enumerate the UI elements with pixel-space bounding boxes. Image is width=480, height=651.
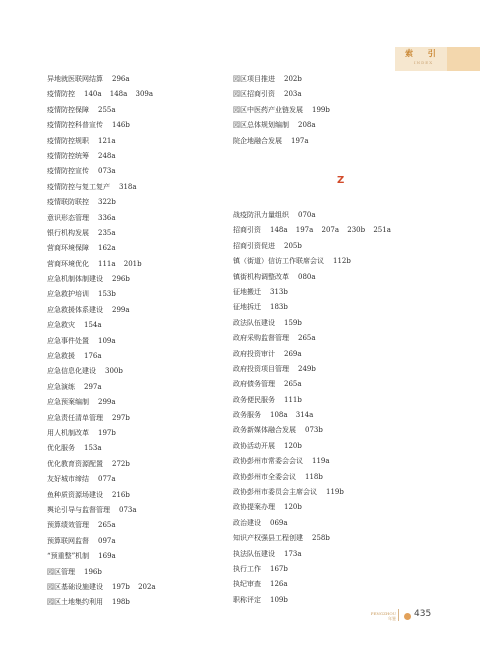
index-pages: 300b — [105, 367, 123, 376]
index-entry — [47, 287, 227, 302]
index-term: 应急机制体制建设 — [47, 275, 103, 284]
footer-divider — [398, 609, 399, 621]
index-term: 园区土地集约利用 — [47, 598, 103, 607]
index-pages: 140a 148a 309a — [84, 90, 154, 99]
index-pages: 153b — [98, 290, 116, 299]
index-entry — [47, 595, 227, 610]
index-term: 预算联网监督 — [47, 536, 89, 545]
index-term: 疫情防控保障 — [47, 105, 89, 114]
index-term: 舆论引导与监督管理 — [47, 505, 110, 514]
index-pages: 080a — [298, 272, 316, 281]
index-pages: 167b — [270, 564, 288, 573]
footer-line-1: PENGZHOU — [370, 611, 396, 616]
index-term: 友好城市缔结 — [47, 475, 89, 484]
index-pages: 120b — [284, 441, 302, 450]
index-entry — [233, 485, 453, 500]
index-term: 政府采购监督管理 — [233, 334, 289, 343]
index-term: 政府债务管理 — [233, 380, 275, 389]
index-entry — [47, 211, 227, 226]
index-pages: 202b — [284, 75, 302, 83]
index-term: 政府投资审计 — [233, 349, 275, 358]
index-pages: 208a — [298, 121, 316, 130]
index-entry — [47, 518, 227, 533]
index-term: 银行机构发展 — [47, 228, 89, 237]
index-term: 知识产权强县工程创建 — [233, 534, 303, 543]
index-entry — [233, 377, 453, 392]
index-term: 园区招商引资 — [233, 90, 275, 99]
index-term: 应急救援体系建设 — [47, 305, 103, 314]
index-entry — [233, 331, 453, 346]
index-entry — [47, 549, 227, 564]
index-pages: 299a — [112, 305, 130, 314]
index-pages: 162a — [98, 244, 116, 253]
index-entry — [233, 393, 453, 408]
index-term: 政协彭州市委员会主席会议 — [233, 488, 317, 497]
index-entry — [233, 254, 453, 269]
index-entry — [233, 547, 453, 562]
index-entry — [233, 562, 453, 577]
index-pages: 111b — [284, 395, 302, 404]
index-pages: 313b — [270, 287, 288, 296]
index-pages: 121a — [98, 136, 116, 145]
index-term: 征地拆迁 — [233, 303, 261, 312]
index-entry — [233, 87, 453, 102]
index-pages: 299a — [98, 398, 116, 407]
index-entry — [233, 470, 453, 485]
index-entry — [233, 500, 453, 515]
footer-dot-icon — [404, 613, 411, 620]
index-pages: 154a — [84, 321, 102, 330]
index-term: 执行工作 — [233, 564, 261, 573]
index-term: 应急救援 — [47, 352, 75, 361]
index-entry — [47, 303, 227, 318]
index-pages: 070a — [298, 211, 316, 219]
header-tab — [447, 47, 480, 71]
index-entry — [233, 223, 453, 238]
index-term: 镇（街道）信访工作联席会议 — [233, 257, 324, 266]
index-entry — [233, 208, 453, 223]
index-entry — [47, 164, 227, 179]
section-subtitle: INDEX — [414, 60, 434, 65]
index-entry — [47, 241, 227, 256]
section-letter-heading: Z — [337, 175, 345, 186]
index-pages: 073a — [119, 505, 137, 514]
index-pages: 296b — [112, 275, 130, 284]
index-entry — [233, 316, 453, 331]
index-pages: 216b — [112, 490, 130, 499]
index-pages: 119b — [326, 488, 344, 497]
index-entry — [233, 347, 453, 362]
index-entry — [47, 565, 227, 580]
index-pages: 196b — [84, 567, 102, 576]
index-term: 优化教育资源配置 — [47, 459, 103, 468]
index-entry — [47, 441, 227, 456]
index-pages: 255a — [98, 105, 116, 114]
footer-branding — [350, 611, 396, 621]
index-pages: 265a — [284, 380, 302, 389]
index-pages: 077a — [98, 475, 116, 484]
index-entry — [47, 272, 227, 287]
index-term: 政务服务 — [233, 411, 261, 420]
index-entry — [47, 195, 227, 210]
index-term: 应急事件处置 — [47, 336, 89, 345]
index-term: 招商引资促进 — [233, 241, 275, 250]
index-entry — [47, 149, 227, 164]
index-pages: 336a — [98, 213, 116, 222]
index-entry — [233, 454, 453, 469]
index-term: 疫情防控规职 — [47, 136, 89, 145]
index-entry — [47, 257, 227, 272]
index-term: 政府投资项目管理 — [233, 364, 289, 373]
index-pages: 258b — [312, 534, 330, 543]
index-entry — [233, 516, 453, 531]
index-pages: 248a — [98, 151, 116, 160]
index-entry — [233, 577, 453, 592]
index-term: 疫情防控宣传 — [47, 167, 89, 176]
index-pages: 272b — [112, 459, 130, 468]
index-term: 园区基础设施建设 — [47, 582, 103, 591]
index-pages: 197a — [291, 136, 309, 145]
index-pages: 146b — [112, 121, 130, 130]
index-pages: 297a — [84, 382, 102, 391]
index-pages: 111a 201b — [98, 259, 142, 268]
index-entry — [233, 531, 453, 546]
index-entry — [233, 300, 453, 315]
index-column-left — [47, 72, 227, 611]
index-pages: 265a — [98, 521, 116, 530]
index-term: 战疫防汛力量组织 — [233, 211, 289, 219]
index-entry — [233, 408, 453, 423]
index-entry — [233, 103, 453, 118]
index-entry — [47, 534, 227, 549]
index-entry — [47, 103, 227, 118]
index-pages: 203a — [284, 90, 302, 99]
index-entry — [47, 318, 227, 333]
index-pages: 159b — [284, 318, 302, 327]
index-term: 疫情防控 — [47, 90, 75, 99]
index-entry — [233, 270, 453, 285]
index-term: 营商环境保障 — [47, 244, 89, 253]
index-term: 应急演练 — [47, 382, 75, 391]
index-term: 政协提案办理 — [233, 503, 275, 512]
index-term: 异地就医联网结算 — [47, 75, 103, 83]
index-entry — [47, 457, 227, 472]
index-pages: 119a — [312, 457, 330, 466]
index-term: 政协活动开展 — [233, 441, 275, 450]
footer-line-2: 年鉴 — [388, 616, 396, 621]
index-term: 意识形态管理 — [47, 213, 89, 222]
index-term: 应急救灾 — [47, 321, 75, 330]
index-pages: 173a — [284, 549, 302, 558]
index-term: 执法队伍建设 — [233, 549, 275, 558]
index-entry — [47, 472, 227, 487]
index-pages: 126a — [270, 580, 288, 589]
index-column-right-lower — [233, 208, 453, 608]
index-pages: 183b — [270, 303, 288, 312]
index-pages: 069a — [270, 518, 288, 527]
index-pages: 112b — [333, 257, 351, 266]
index-pages: 109b — [270, 595, 288, 604]
index-pages: 265a — [298, 334, 316, 343]
section-title: 索 引 — [405, 48, 442, 58]
index-term: 园区中医药产业链发展 — [233, 105, 303, 114]
index-term: 政务新媒体融合发展 — [233, 426, 296, 435]
index-entry — [47, 180, 227, 195]
index-entry — [233, 134, 453, 149]
index-pages: 199b — [312, 105, 330, 114]
index-pages: 073b — [305, 426, 323, 435]
index-entry — [47, 380, 227, 395]
index-entry — [233, 423, 453, 438]
index-entry — [233, 118, 453, 133]
index-term: 园区管理 — [47, 567, 75, 576]
index-entry — [47, 118, 227, 133]
index-pages: 269a — [284, 349, 302, 358]
index-pages: 153a — [84, 444, 102, 453]
index-term: 疫情联防联控 — [47, 198, 89, 207]
index-entry — [233, 285, 453, 300]
index-pages: 097a — [98, 536, 116, 545]
index-entry — [47, 349, 227, 364]
index-term: 院企地融合发展 — [233, 136, 282, 145]
index-entry — [47, 503, 227, 518]
index-pages: 176a — [84, 352, 102, 361]
index-entry — [47, 395, 227, 410]
index-entry — [233, 593, 453, 608]
index-pages: 148a 197a 207a 230b 251a — [270, 226, 391, 235]
index-term: 园区项目推进 — [233, 75, 275, 83]
index-term: 政协彭州市全委会议 — [233, 472, 296, 481]
index-entry — [47, 87, 227, 102]
index-entry — [47, 364, 227, 379]
index-entry — [47, 226, 227, 241]
index-pages: 197b — [98, 428, 116, 437]
index-term: “预重整”机制 — [47, 552, 90, 561]
index-term: 优化服务 — [47, 444, 75, 453]
index-term: 政务便民服务 — [233, 395, 275, 404]
index-entry — [47, 488, 227, 503]
index-term: 招商引资 — [233, 226, 261, 235]
index-term: 政协彭州市常委会会议 — [233, 457, 303, 466]
index-term: 应急救护培训 — [47, 290, 89, 299]
index-entry — [47, 426, 227, 441]
index-pages: 169a — [98, 552, 116, 561]
index-pages: 197b 202a — [112, 582, 156, 591]
index-term: 职称评定 — [233, 595, 261, 604]
index-entry — [47, 134, 227, 149]
index-entry — [233, 439, 453, 454]
index-pages: 296a — [112, 75, 130, 83]
index-term: 疫情防控统筹 — [47, 151, 89, 160]
index-term: 用人机制改革 — [47, 428, 89, 437]
index-pages: 318a — [119, 182, 137, 191]
index-entry — [47, 72, 227, 87]
index-entry — [233, 362, 453, 377]
index-term: 疫情防控科普宣传 — [47, 121, 103, 130]
index-pages: 322b — [98, 198, 116, 207]
index-pages: 120b — [284, 503, 302, 512]
index-pages: 249b — [298, 364, 316, 373]
index-term: 应急预案编制 — [47, 398, 89, 407]
index-entry — [47, 411, 227, 426]
index-term: 征地搬迁 — [233, 287, 261, 296]
index-entry — [233, 72, 453, 87]
index-pages: 235a — [98, 228, 116, 237]
index-term: 预算绩效管理 — [47, 521, 89, 530]
index-column-right-upper — [233, 72, 453, 149]
index-pages: 108a 314a — [270, 411, 314, 420]
index-pages: 118b — [305, 472, 323, 481]
page-number: 435 — [414, 609, 432, 619]
index-term: 园区总体规划编制 — [233, 121, 289, 130]
index-pages: 109a — [98, 336, 116, 345]
index-term: 镇街机构调整改革 — [233, 272, 289, 281]
index-pages: 198b — [112, 598, 130, 607]
index-entry — [47, 580, 227, 595]
index-pages: 073a — [98, 167, 116, 176]
index-pages: 297b — [112, 413, 130, 422]
index-entry — [233, 239, 453, 254]
index-entry — [47, 334, 227, 349]
index-term: 应急信息化建设 — [47, 367, 96, 376]
index-pages: 205b — [284, 241, 302, 250]
index-term: 执纪审查 — [233, 580, 261, 589]
index-term: 鱼种质资源场建设 — [47, 490, 103, 499]
index-term: 应急责任清单管理 — [47, 413, 103, 422]
index-term: 政治建设 — [233, 518, 261, 527]
index-term: 政法队伍建设 — [233, 318, 275, 327]
index-term: 营商环境优化 — [47, 259, 89, 268]
index-term: 疫情防控与复工复产 — [47, 182, 110, 191]
